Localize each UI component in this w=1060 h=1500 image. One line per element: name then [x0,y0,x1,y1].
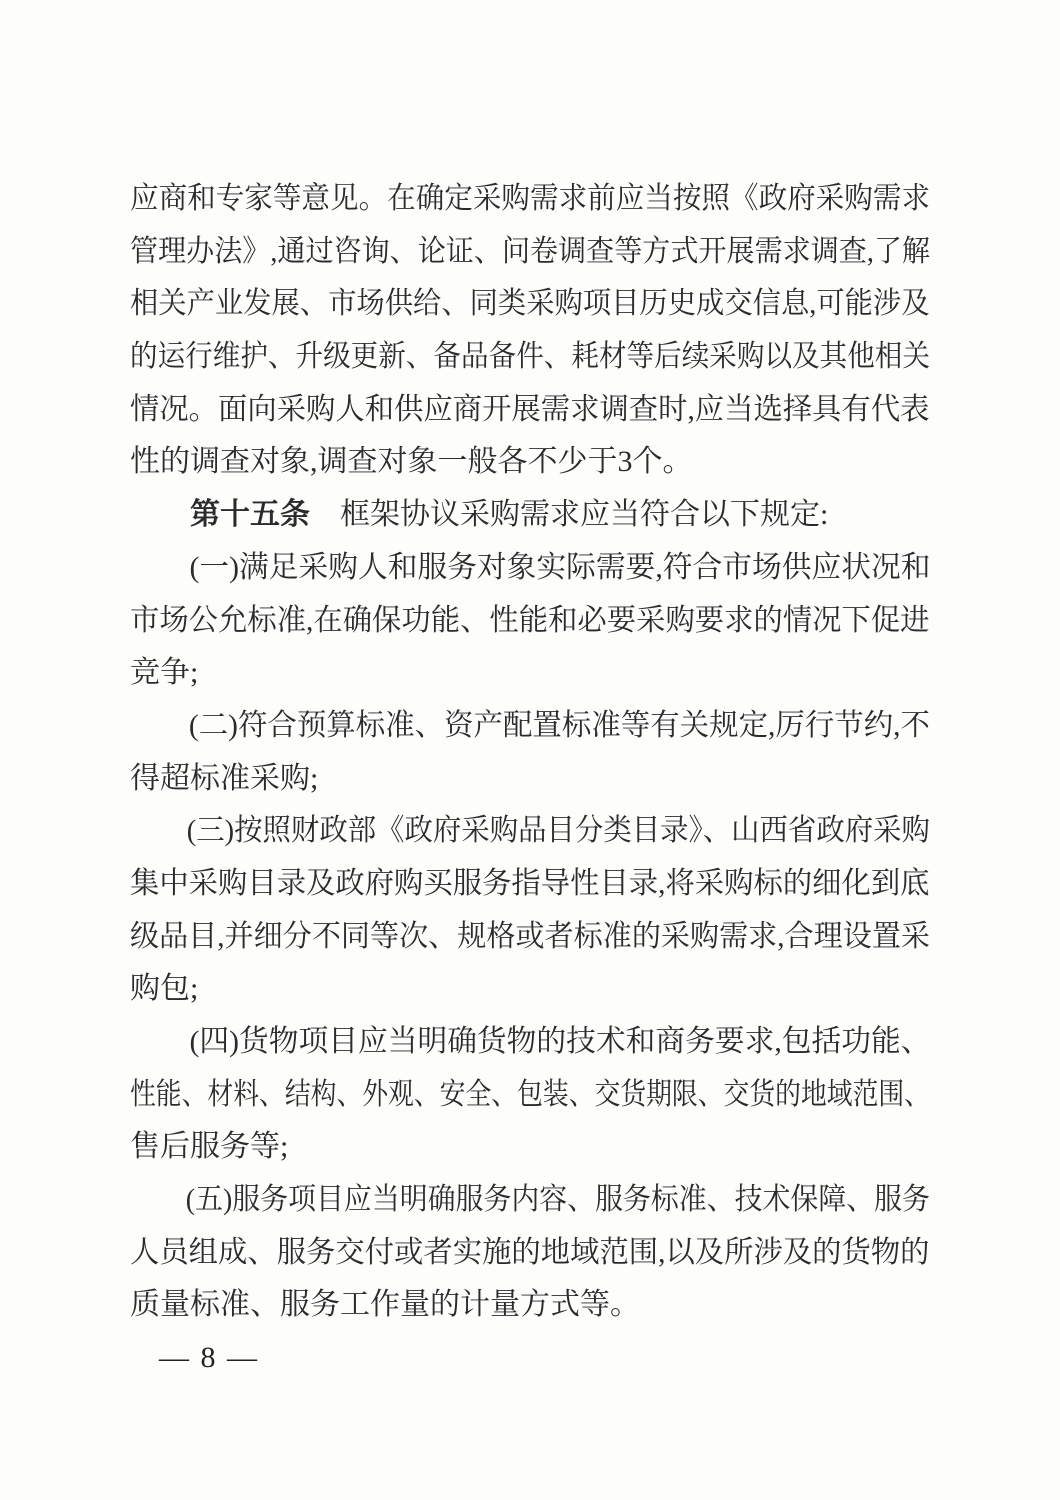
text-line: 质量标准、服务工作量的计量方式等。 [130,1288,640,1322]
text-line: 情况。面向采购人和供应商开展需求调查时,应当选择具有代表 [130,392,930,426]
text-line: (三)按照财政部《政府采购品目分类目录》、山西省政府采购 [186,814,930,848]
text-line: 售后服务等; [130,1130,289,1164]
text-line: 市场公允标准,在确保功能、性能和必要采购要求的情况下促进 [130,603,930,637]
text-line: 级品目,并细分不同等次、规格或者标准的采购需求,合理设置采 [130,919,931,953]
text-line: 集中采购目录及政府购买服务指导性目录,将采购标的细化到底 [130,866,930,900]
text-line: 的运行维护、升级更新、备品备件、耗材等后续采购以及其他相关 [130,340,930,374]
text-line: 应商和专家等意见。在确定采购需求前应当按照《政府采购需求 [130,182,931,215]
text-line: (一)满足采购人和服务对象实际需要,符合市场供应状况和 [189,550,931,584]
text-line: (二)符合预算标准、资产配置标准等有关规定,厉行节约,不 [188,708,930,742]
text-line: 购包; [130,972,199,1006]
text-line: 管理办法》,通过咨询、论证、问卷调查等方式开展需求调查,了解 [130,234,931,268]
text-line: (四)货物项目应当明确货物的技术和商务要求,包括功能、 [189,1025,931,1058]
text-block [130,173,930,1332]
text-line: 第十五条 框架协议采购需求应当符合以下规定: [190,498,829,532]
text-line: 人员组成、服务交付或者实施的地域范围,以及所涉及的货物的 [130,1235,930,1269]
text-line: 相关产业发展、市场供给、同类采购项目历史成交信息,可能涉及 [130,287,930,321]
page-footer [159,1332,259,1384]
text-line: 得超标准采购; [130,761,319,795]
text-line: 竞争; [130,656,199,690]
text-line: 性能、材料、结构、外观、安全、包装、交货期限、交货的地域范围、 [130,1077,930,1111]
page-number: — 8 — [159,1341,259,1374]
text-line: 性的调查对象,调查对象一般各不少于3个。 [130,445,693,479]
text-line: (五)服务项目应当明确服务内容、服务标准、技术保障、服务 [185,1183,930,1217]
